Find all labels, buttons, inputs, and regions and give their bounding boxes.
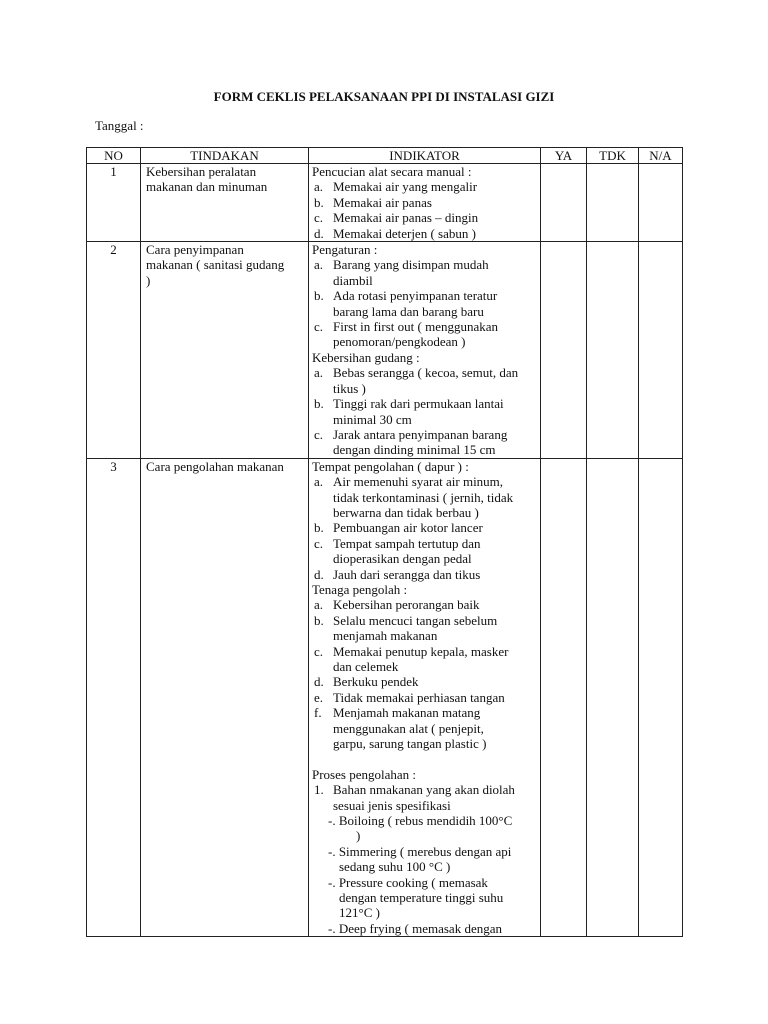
indikator-heading: Kebersihan gudang : xyxy=(312,349,420,365)
item-text-line: Air memenuhi syarat air minum, xyxy=(333,474,504,490)
item-text-line: sesuai jenis spesifikasi xyxy=(333,797,451,813)
item-text-line: berwarna dan tidak berbau ) xyxy=(333,504,479,520)
tindakan-line: makanan dan minuman xyxy=(146,179,268,195)
item-text-line: Barang yang disimpan mudah xyxy=(333,257,489,273)
item-marker: b. xyxy=(314,520,324,536)
item-text xyxy=(333,705,536,751)
indikator-item xyxy=(312,179,536,194)
document-title: FORM CEKLIS PELAKSANAAN PPI DI INSTALASI GIZI xyxy=(213,89,555,104)
item-text-line: Jauh dari serangga dan tikus xyxy=(333,566,481,582)
indikator-item xyxy=(312,396,536,427)
item-text xyxy=(333,597,536,612)
item-text-line: garpu, sarung tangan plastic ) xyxy=(333,736,487,752)
item-text-line: Berkuku pendek xyxy=(333,674,419,690)
item-text xyxy=(333,319,536,350)
item-text-line: Memakai deterjen ( sabun ) xyxy=(333,225,476,241)
item-marker: d. xyxy=(314,566,324,582)
method-line: -. Pressure cooking ( memasak xyxy=(328,874,488,890)
table-row xyxy=(87,458,683,937)
checkbox-tdk-cell[interactable] xyxy=(587,458,639,937)
indikator-item xyxy=(312,195,536,210)
indikator-item xyxy=(312,365,536,396)
item-text xyxy=(333,365,536,396)
tindakan-line: Cara pengolahan makanan xyxy=(146,458,284,474)
header-tdk: TDK xyxy=(587,148,639,164)
item-text-line: tikus ) xyxy=(333,380,366,396)
table-row xyxy=(87,242,683,459)
item-text-line: Ada rotasi penyimpanan teratur xyxy=(333,288,498,304)
item-text-line: tidak terkontaminasi ( jernih, tidak xyxy=(333,489,514,505)
indikator-heading: Pengaturan : xyxy=(312,242,378,258)
item-marker: c. xyxy=(314,643,324,659)
indikator-item xyxy=(312,705,536,751)
tindakan-line: Cara penyimpanan xyxy=(146,242,244,258)
item-text-line: Jarak antara penyimpanan barang xyxy=(333,426,508,442)
tindakan-cell xyxy=(141,164,309,242)
indikator-item xyxy=(312,474,536,520)
item-text-line: First in first out ( menggunakan xyxy=(333,319,499,335)
item-marker: c. xyxy=(314,319,324,335)
item-text xyxy=(333,567,536,582)
item-marker: a. xyxy=(314,474,324,490)
indikator-heading: Pencucian alat secara manual : xyxy=(312,164,472,179)
checkbox-tdk-cell[interactable] xyxy=(587,164,639,242)
item-text-line: Menjamah makanan matang xyxy=(333,705,481,721)
indikator-cell xyxy=(309,242,541,459)
indikator-heading: Tenaga pengolah : xyxy=(312,581,408,597)
method-line: dengan temperature tinggi suhu xyxy=(339,890,504,906)
indikator-item xyxy=(312,226,536,241)
checkbox-na-cell[interactable] xyxy=(639,242,683,459)
item-marker: e. xyxy=(314,689,324,705)
indikator-item xyxy=(312,644,536,675)
item-marker: b. xyxy=(314,396,324,412)
tindakan-cell xyxy=(141,242,309,459)
method-line: ) xyxy=(356,828,361,844)
checkbox-ya-cell[interactable] xyxy=(541,164,587,242)
indikator-heading: Proses pengolahan : xyxy=(312,766,416,782)
indikator-item xyxy=(312,288,536,319)
indikator-item xyxy=(312,210,536,225)
item-text xyxy=(333,396,536,427)
item-text xyxy=(333,288,536,319)
item-marker: b. xyxy=(314,194,324,210)
checkbox-na-cell[interactable] xyxy=(639,164,683,242)
item-marker: a. xyxy=(314,365,324,381)
item-text-line: Bebas serangga ( kecoa, semut, dan xyxy=(333,365,519,381)
item-marker: d. xyxy=(314,674,324,690)
item-text-line: Memakai air panas xyxy=(333,194,432,210)
date-label: Tanggal : xyxy=(95,118,144,133)
indikator-cell xyxy=(309,164,541,242)
item-text-line: Selalu mencuci tangan sebelum xyxy=(333,612,498,628)
method-line: 121°C ) xyxy=(339,905,380,921)
spacer xyxy=(312,751,536,766)
item-text-line: Memakai penutup kepala, masker xyxy=(333,643,509,659)
item-text xyxy=(333,644,536,675)
row-number: 1 xyxy=(87,164,141,242)
item-text-line: diambil xyxy=(333,272,373,288)
method-line: -. Boiloing ( rebus mendidih 100°C xyxy=(328,813,513,829)
item-text-line: dioperasikan dengan pedal xyxy=(333,551,472,567)
item-text-line: menjamah makanan xyxy=(333,628,438,644)
item-marker: b. xyxy=(314,612,324,628)
item-text xyxy=(333,474,536,520)
item-text-line: penomoran/pengkodean ) xyxy=(333,334,466,350)
tindakan-line: ) xyxy=(146,272,151,288)
item-marker: c. xyxy=(314,426,324,442)
tindakan-line: Kebersihan peralatan xyxy=(146,164,257,179)
indikator-item xyxy=(312,567,536,582)
item-text-line: Memakai air yang mengalir xyxy=(333,179,478,195)
row-number: 3 xyxy=(87,458,141,937)
indikator-item xyxy=(312,536,536,567)
tindakan-line: makanan ( sanitasi gudang xyxy=(146,257,285,273)
indikator-item xyxy=(312,319,536,350)
item-marker: a. xyxy=(314,597,324,613)
item-text-line: Tinggi rak dari permukaan lantai xyxy=(333,396,504,412)
header-ya: YA xyxy=(541,148,587,164)
item-marker: a. xyxy=(314,179,324,195)
method-line: sedang suhu 100 °C ) xyxy=(339,859,451,875)
item-marker: b. xyxy=(314,288,324,304)
item-text xyxy=(333,257,536,288)
item-text-line: menggunakan alat ( penjepit, xyxy=(333,720,484,736)
item-text-line: Pembuangan air kotor lancer xyxy=(333,520,483,536)
indikator-item xyxy=(312,427,536,458)
item-text-line: Tidak memakai perhiasan tangan xyxy=(333,689,505,705)
item-text xyxy=(333,427,536,458)
item-marker: 1. xyxy=(314,782,324,798)
item-text-line: Kebersihan perorangan baik xyxy=(333,597,480,613)
indikator-item xyxy=(312,520,536,535)
item-marker: d. xyxy=(314,225,324,241)
item-text xyxy=(333,536,536,567)
item-text xyxy=(333,613,536,644)
checkbox-tdk-cell[interactable] xyxy=(587,242,639,459)
item-text xyxy=(333,226,536,241)
header-no: NO xyxy=(87,148,141,164)
table-header-row xyxy=(87,148,683,164)
indikator-cell xyxy=(309,458,541,937)
item-text-line: dan celemek xyxy=(333,659,399,674)
indikator-item xyxy=(312,597,536,612)
table-row xyxy=(87,164,683,242)
item-text xyxy=(333,674,536,689)
indikator-item xyxy=(312,782,536,813)
item-text-line: Tempat sampah tertutup dan xyxy=(333,535,481,551)
header-na: N/A xyxy=(639,148,683,164)
item-text xyxy=(333,782,536,813)
item-marker: f. xyxy=(314,705,322,721)
item-text xyxy=(333,520,536,535)
item-text-line: Bahan nmakanan yang akan diolah xyxy=(333,782,515,798)
item-marker: c. xyxy=(314,535,324,551)
item-marker: a. xyxy=(314,257,324,273)
indikator-heading: Tempat pengolahan ( dapur ) : xyxy=(312,458,469,474)
item-text-line: minimal 30 cm xyxy=(333,411,412,427)
checkbox-ya-cell[interactable] xyxy=(541,458,587,937)
item-text xyxy=(333,690,536,705)
indikator-item xyxy=(312,690,536,705)
item-text xyxy=(333,179,536,194)
indikator-item xyxy=(312,674,536,689)
item-text xyxy=(333,210,536,225)
item-marker: c. xyxy=(314,210,324,226)
item-text-line: dengan dinding minimal 15 cm xyxy=(333,442,496,458)
indikator-item xyxy=(312,257,536,288)
checklist-table xyxy=(86,147,683,937)
method-line: -. Deep frying ( memasak dengan xyxy=(328,920,502,936)
item-text-line: barang lama dan barang baru xyxy=(333,303,484,319)
row-number: 2 xyxy=(87,242,141,459)
item-text-line: Memakai air panas – dingin xyxy=(333,210,479,226)
tindakan-cell xyxy=(141,458,309,937)
indikator-item xyxy=(312,613,536,644)
checkbox-na-cell[interactable] xyxy=(639,458,683,937)
checkbox-ya-cell[interactable] xyxy=(541,242,587,459)
header-indikator: INDIKATOR xyxy=(309,148,541,164)
item-text xyxy=(333,195,536,210)
header-tindakan: TINDAKAN xyxy=(141,148,309,164)
method-line: -. Simmering ( merebus dengan api xyxy=(328,843,512,859)
table-body xyxy=(87,164,683,937)
